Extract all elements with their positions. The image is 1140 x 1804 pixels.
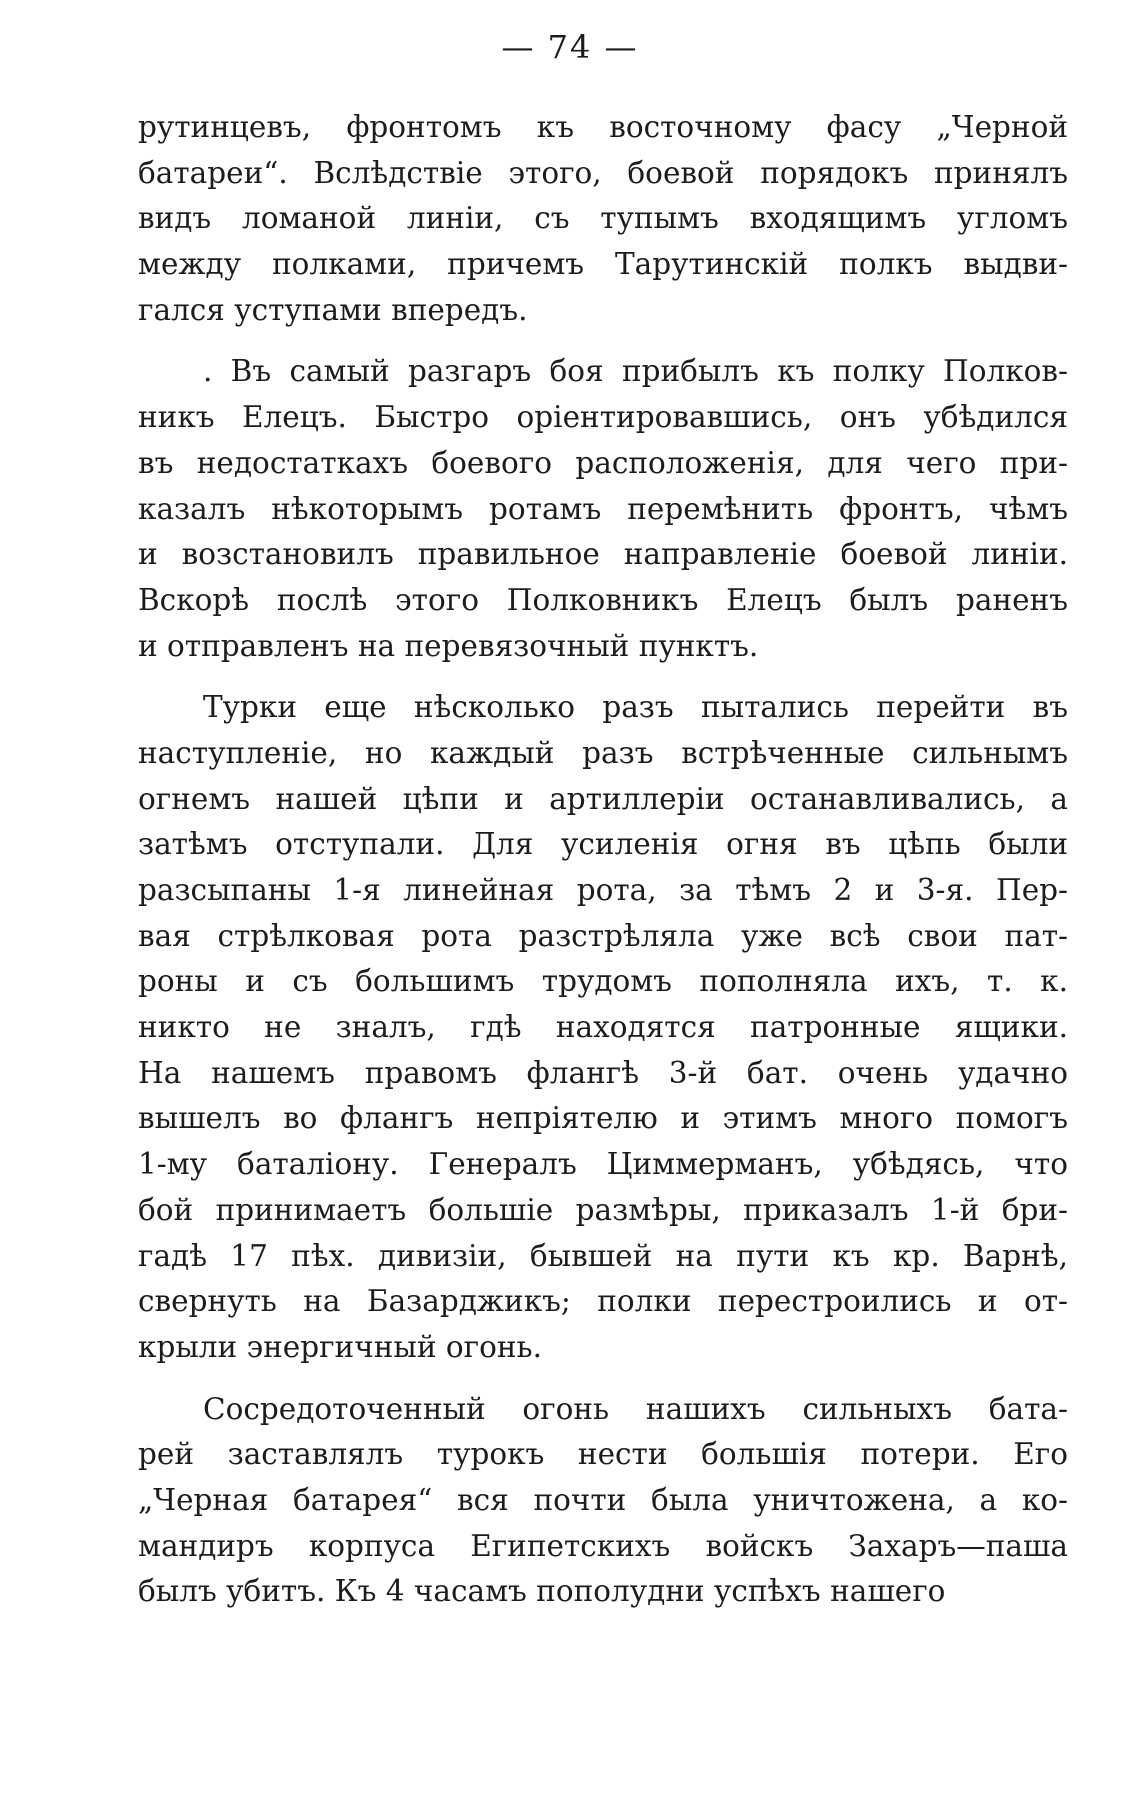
text-line: разсыпаны 1-я линейная рота, за тѣмъ 2 и 3-я. Пер- [138,873,1068,907]
body-text [138,105,1068,1615]
text-line: 1-му баталіону. Генералъ Циммерманъ, убѣдясь, что [138,1147,1068,1182]
paragraph [138,349,1068,669]
text-line: „Черная батарея“ вся почти была уничтожена, а ко- [138,1482,1068,1517]
text-line: гался уступами впередъ. [138,292,528,327]
text-line: Сосредоточенный огонь нашихъ сильныхъ бата- [203,1391,1068,1426]
paragraph [138,105,1068,333]
text-line: . Въ самый разгаръ боя прибылъ къ полку Полков- [203,354,1068,389]
text-line: рей заставлялъ турокъ нести большія потери. Его [138,1437,1068,1472]
text-line: свернуть на Базарджикъ; полки перестроились и от- [138,1284,1068,1319]
text-line: и возстановилъ правильное направленіе боевой линіи. [138,537,1068,572]
text-line: крыли энергичный огонь. [138,1329,542,1364]
text-line: гадѣ 17 пѣх. дивизіи, бывшей на пути къ кр. Варнѣ, [138,1238,1068,1273]
text-line: въ недостаткахъ боевого расположенія, для чего при- [138,445,1068,480]
text-line: батареи“. Вслѣдствіе этого, боевой порядокъ принялъ [138,155,1068,190]
text-line: вышелъ во флангъ непріятелю и этимъ много помогъ [138,1101,1068,1136]
paragraph [138,685,1068,1370]
text-line: бой принимаетъ большіе размѣры, приказалъ 1-й бри- [138,1192,1068,1227]
text-line: между полками, причемъ Тарутинскій полкъ выдви- [138,247,1068,282]
text-line: затѣмъ отступали. Для усиленія огня въ цѣпь были [138,827,1068,862]
text-line: наступленіе, но каждый разъ встрѣченные сильнымъ [138,735,1068,770]
paragraph [138,1387,1068,1615]
text-line: вая стрѣлковая рота разстрѣляла уже всѣ свои пат- [138,918,1068,953]
text-line: роны и съ большимъ трудомъ пополняла ихъ, т. к. [138,964,1068,999]
text-line: рутинцевъ, фронтомъ къ восточному фасу „Черной [138,110,1068,144]
text-line: Вскорѣ послѣ этого Полковникъ Елецъ былъ раненъ [138,582,1068,617]
text-line: видъ ломаной линіи, съ тупымъ входящимъ угломъ [138,201,1068,236]
text-line: мандиръ корпуса Египетскихъ войскъ Захаръ—паша [138,1528,1068,1563]
text-line: огнемъ нашей цѣпи и артиллеріи останавливались, а [138,781,1068,816]
text-line: Турки еще нѣсколько разъ пытались перейти въ [203,690,1068,725]
text-line: никто не зналъ, гдѣ находятся патронные ящики. [138,1010,1068,1045]
text-line: никъ Елецъ. Быстро оріентировавшись, онъ убѣдился [138,400,1068,435]
text-line: На нашемъ правомъ флангѣ 3-й бат. очень удачно [138,1055,1068,1090]
page-number: — 74 — [501,28,639,66]
text-line: казалъ нѣкоторымъ ротамъ перемѣнить фронтъ, чѣмъ [138,491,1068,526]
text-line: былъ убитъ. Къ 4 часамъ пополудни успѣхъ нашего [138,1574,946,1609]
text-line: и отправленъ на перевязочный пунктъ. [138,628,759,663]
